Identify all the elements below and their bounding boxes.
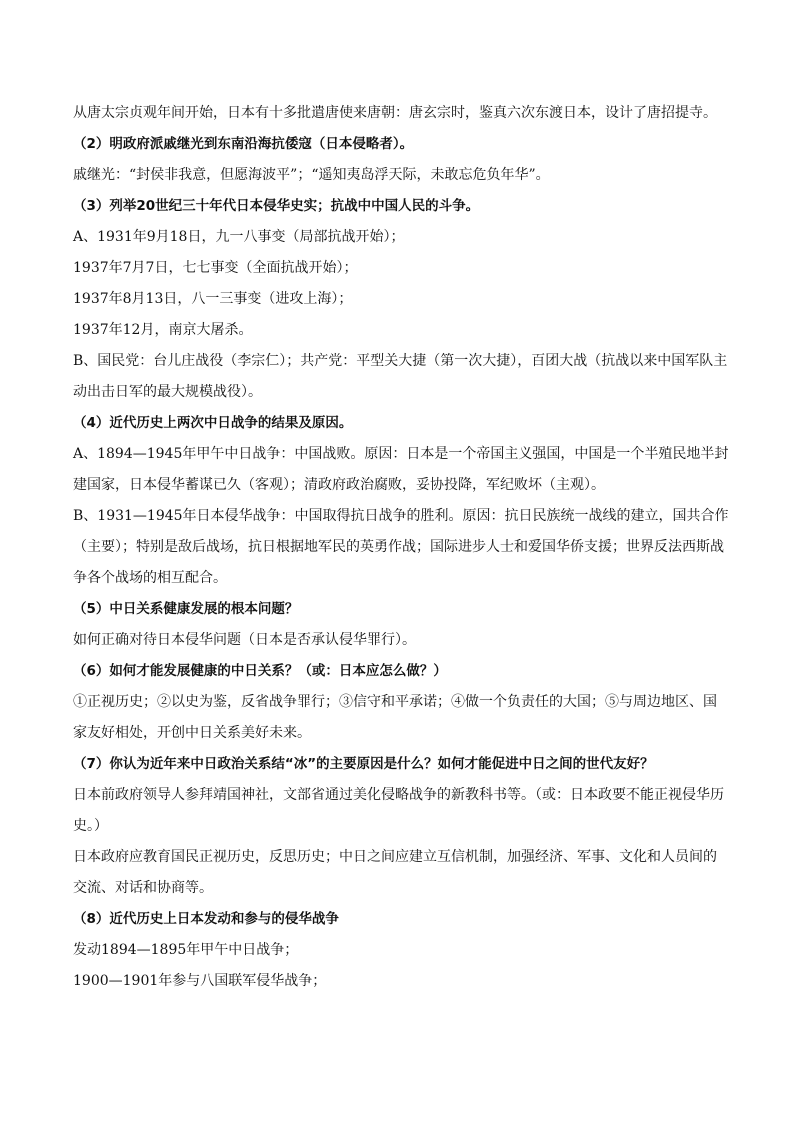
text-line: （主要）；特别是敌后战场，抗日根据地军民的英勇作战；国际进步人士和爱国华侨支援；世界反法西斯战 xyxy=(73,539,724,555)
text-line: 建国家，日本侵华蓄谋已久（客观）；清政府政治腐败，妥协投降，军纪败坏（主观）。 xyxy=(73,477,605,493)
text-line: 戚继光：“封侯非我意，但愿海波平”；“遥知夷岛浮天际，未敢忘危负年华”。 xyxy=(73,167,550,183)
section-heading: （5）中日关系健康发展的根本问题？ xyxy=(73,601,299,617)
section-heading: （3）列举20世纪三十年代日本侵华史实；抗战中中国人民的斗争。 xyxy=(73,198,480,214)
text-line: 发动1894—1895年甲午中日战争； xyxy=(73,942,299,958)
text-line: 争各个战场的相互配合。 xyxy=(73,570,227,586)
text-line: 1900—1901年参与八国联军侵华战争； xyxy=(73,973,327,989)
text-line: A、1931年9月18日，九一八事变（局部抗战开始）； xyxy=(73,229,405,245)
text-line: 1937年7月7日，七七事变（全面抗战开始）； xyxy=(73,260,358,276)
text-line: 动出击日军的最大规模战役）。 xyxy=(73,384,262,400)
text-line: 日本政府应教育国民正视历史，反思历史；中日之间应建立互信机制，加强经济、军事、文化和人员间的 xyxy=(73,849,717,865)
section-heading: （7）你认为近年来中日政治关系结“冰”的主要原因是什么？如何才能促进中日之间的世代友好？ xyxy=(73,756,654,772)
text-line: 1937年8月13日，八一三事变（进攻上海）； xyxy=(73,291,353,307)
text-line: 家友好相处，开创中日关系美好未来。 xyxy=(73,725,311,741)
text-line: B、国民党：台儿庄战役（李宗仁）；共产党：平型关大捷（第一次大捷），百团大战（抗战以来中国军队主 xyxy=(73,353,728,369)
text-line: 史。） xyxy=(73,818,108,834)
document-page xyxy=(73,98,729,997)
text-line: ①正视历史；②以史为鉴，反省战争罪行；③信守和平承诺；④做一个负责任的大国；⑤与周边地区、国 xyxy=(73,694,717,710)
section-heading: （4）近代历史上两次中日战争的结果及原因。 xyxy=(73,415,353,431)
text-line: 1937年12月，南京大屠杀。 xyxy=(73,322,253,338)
text-line: 日本前政府领导人参拜靖国神社，文部省通过美化侵略战争的新教科书等。（或：日本政要不能正视侵华历 xyxy=(73,787,724,803)
text-line: 从唐太宗贞观年间开始，日本有十多批遣唐使来唐朝：唐玄宗时，鉴真六次东渡日本，设计了唐招提寺。 xyxy=(73,105,717,121)
text-line: 交流、对话和协商等。 xyxy=(73,880,213,896)
text-line: B、1931—1945年日本侵华战争：中国取得抗日战争的胜利。原因：抗日民族统一战线的建立，国共合作 xyxy=(73,508,729,524)
section-heading: （2）明政府派戚继光到东南沿海抗倭寇（日本侵略者）。 xyxy=(73,136,414,152)
section-heading: （8）近代历史上日本发动和参与的侵华战争 xyxy=(73,911,339,927)
text-line: A、1894—1945年甲午中日战争：中国战败。原因：日本是一个帝国主义强国，中国是一个半殖民地半封 xyxy=(73,446,729,462)
text-line: 如何正确对待日本侵华问题（日本是否承认侵华罪行）。 xyxy=(73,632,416,648)
section-heading: （6）如何才能发展健康的中日关系？（或：日本应怎么做？） xyxy=(73,663,447,679)
